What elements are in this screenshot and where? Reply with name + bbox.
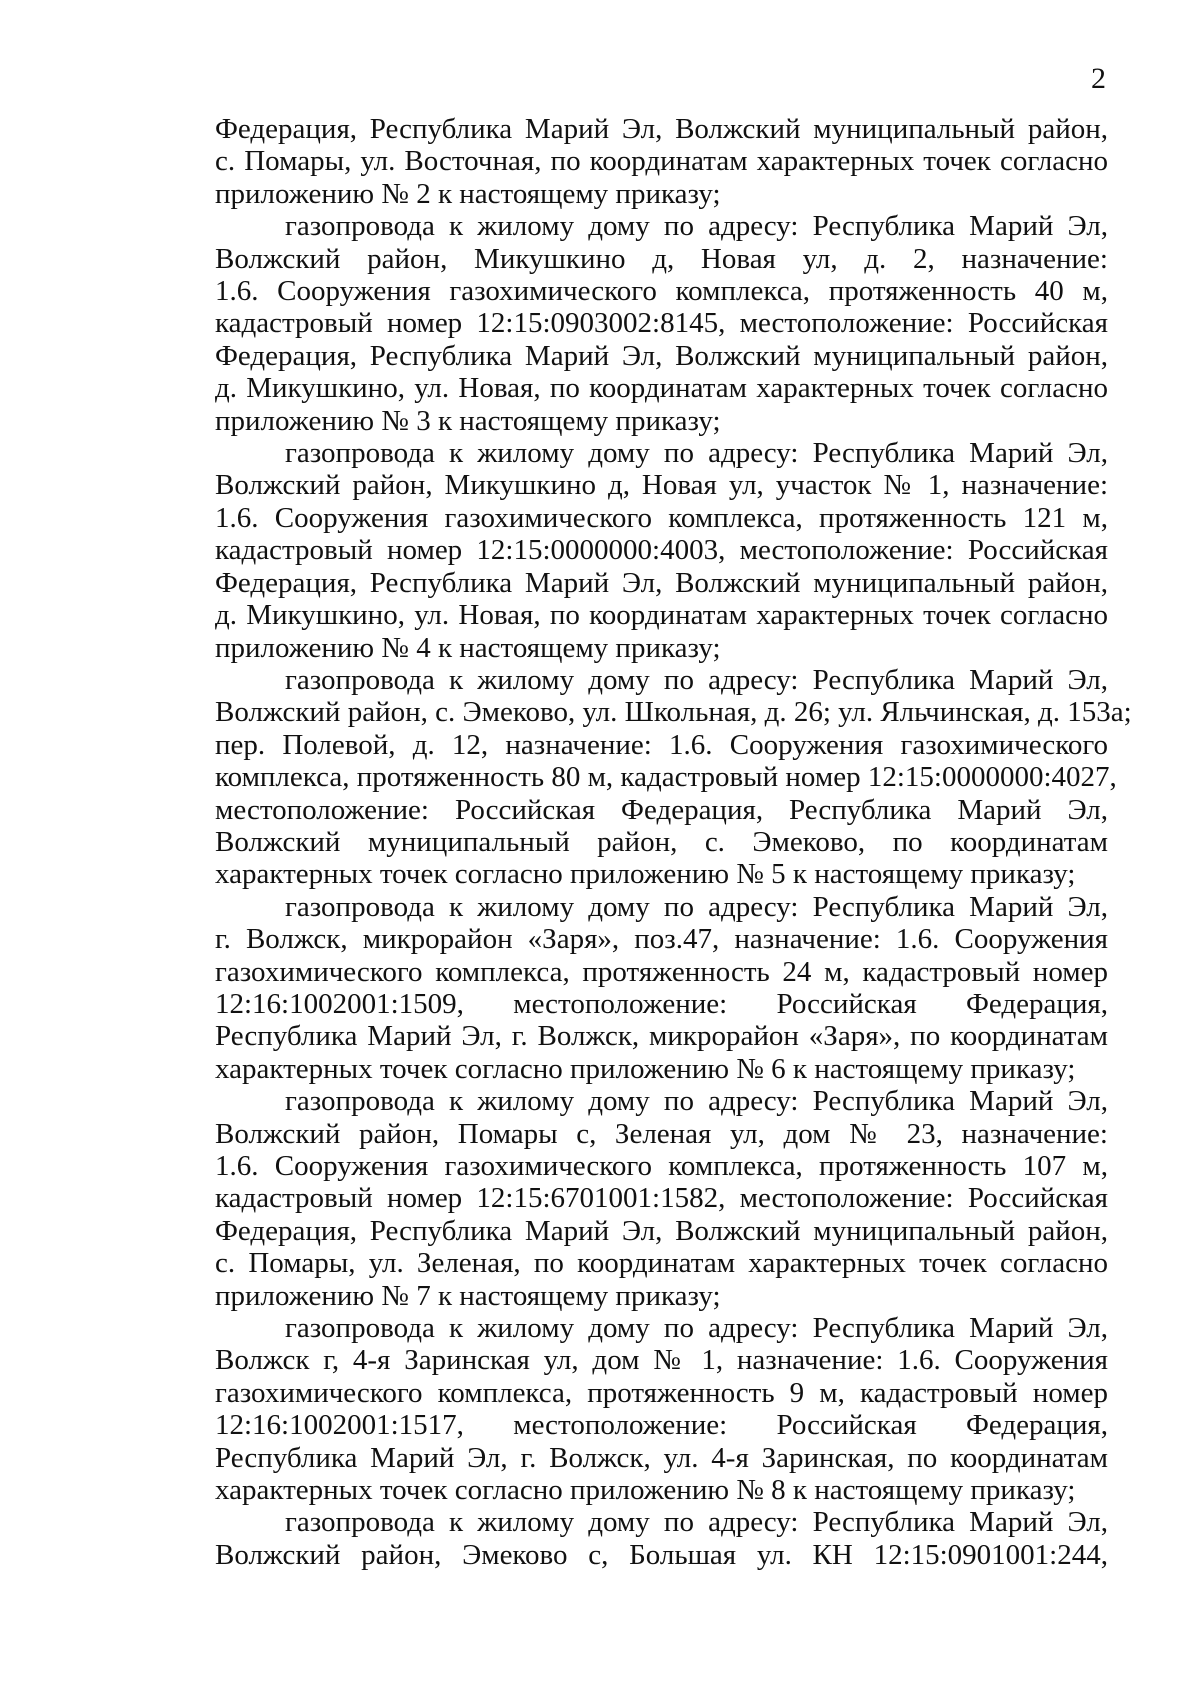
text-line: Волжский район, Эмеково с, Большая ул. КН 12:15:0901001:244, bbox=[215, 1538, 1108, 1571]
text-line: кадастровый номер 12:15:0903002:8145, местоположение: Российская bbox=[215, 307, 1108, 340]
text-line: Волжский район, с. Эмеково, ул. Школьная, д. 26; ул. Яльчинская, д. 153а; bbox=[215, 696, 1132, 729]
text-line: газопровода к жилому дому по адресу: Республика Марий Эл, bbox=[285, 663, 1108, 696]
text-line: Федерация, Республика Марий Эл, Волжский муниципальный район, bbox=[215, 1214, 1108, 1247]
text-line: Республика Марий Эл, г. Волжск, микрорайон «Заря», по координатам bbox=[215, 1020, 1108, 1053]
text-line: с. Помары, ул. Восточная, по координатам характерных точек согласно bbox=[215, 145, 1108, 178]
text-line: приложению № 7 к настоящему приказу; bbox=[215, 1279, 721, 1312]
text-line: Волжский муниципальный район, с. Эмеково, по координатам bbox=[215, 825, 1108, 858]
text-line: пер. Полевой, д. 12, назначение: 1.6. Сооружения газохимического bbox=[215, 728, 1108, 761]
text-line: 1.6. Сооружения газохимического комплекса, протяженность 121 м, bbox=[215, 501, 1108, 534]
text-line: Федерация, Республика Марий Эл, Волжский муниципальный район, bbox=[215, 566, 1108, 599]
text-line: Волжский район, Микушкино д, Новая ул, д. 2, назначение: bbox=[215, 242, 1108, 275]
text-line: Федерация, Республика Марий Эл, Волжский муниципальный район, bbox=[215, 113, 1108, 145]
text-line: газопровода к жилому дому по адресу: Республика Марий Эл, bbox=[285, 1506, 1108, 1539]
text-line: 1.6. Сооружения газохимического комплекса, протяженность 107 м, bbox=[215, 1150, 1108, 1182]
text-line: г. Волжск, микрорайон «Заря», поз.47, назначение: 1.6. Сооружения bbox=[215, 923, 1108, 956]
text-line: приложению № 3 к настоящему приказу; bbox=[215, 404, 721, 437]
text-line: Республика Марий Эл, г. Волжск, ул. 4-я Заринская, по координатам bbox=[215, 1441, 1108, 1474]
text-line: газопровода к жилому дому по адресу: Республика Марий Эл, bbox=[285, 890, 1108, 923]
text-line: газопровода к жилому дому по адресу: Республика Марий Эл, bbox=[285, 1312, 1108, 1345]
text-line: Федерация, Республика Марий Эл, Волжский муниципальный район, bbox=[215, 339, 1108, 372]
text-line: Волжск г, 4-я Заринская ул, дом № 1, назначение: 1.6. Сооружения bbox=[215, 1344, 1108, 1377]
text-line: с. Помары, ул. Зеленая, по координатам характерных точек согласно bbox=[215, 1247, 1108, 1280]
text-line: местоположение: Российская Федерация, Республика Марий Эл, bbox=[215, 793, 1108, 826]
text-line: газопровода к жилому дому по адресу: Республика Марий Эл, bbox=[285, 437, 1108, 470]
text-line: 12:16:1002001:1509, местоположение: Российская Федерация, bbox=[215, 987, 1108, 1020]
text-line: комплекса, протяженность 80 м, кадастровый номер 12:15:0000000:4027, bbox=[215, 761, 1117, 794]
page-number: 2 bbox=[1091, 62, 1106, 95]
text-line: характерных точек согласно приложению № 6 к настоящему приказу; bbox=[215, 1052, 1076, 1085]
text-line: Волжский район, Микушкино д, Новая ул, участок № 1, назначение: bbox=[215, 469, 1108, 502]
text-line: кадастровый номер 12:15:6701001:1582, местоположение: Российская bbox=[215, 1182, 1108, 1215]
text-line: приложению № 4 к настоящему приказу; bbox=[215, 631, 721, 664]
text-line: газопровода к жилому дому по адресу: Республика Марий Эл, bbox=[285, 210, 1108, 243]
text-line: д. Микушкино, ул. Новая, по координатам характерных точек согласно bbox=[215, 599, 1108, 632]
text-line: газопровода к жилому дому по адресу: Республика Марий Эл, bbox=[285, 1085, 1108, 1118]
text-line: 12:16:1002001:1517, местоположение: Российская Федерация, bbox=[215, 1409, 1108, 1442]
document-body bbox=[215, 113, 1132, 1571]
text-line: кадастровый номер 12:15:0000000:4003, местоположение: Российская bbox=[215, 534, 1108, 567]
text-line: характерных точек согласно приложению № 8 к настоящему приказу; bbox=[215, 1474, 1076, 1507]
text-line: Волжский район, Помары с, Зеленая ул, дом № 23, назначение: bbox=[215, 1117, 1108, 1150]
text-line: приложению № 2 к настоящему приказу; bbox=[215, 177, 721, 210]
text-line: 1.6. Сооружения газохимического комплекса, протяженность 40 м, bbox=[215, 275, 1108, 308]
text-line: д. Микушкино, ул. Новая, по координатам характерных точек согласно bbox=[215, 372, 1108, 405]
text-line: характерных точек согласно приложению № 5 к настоящему приказу; bbox=[215, 858, 1076, 891]
text-line: газохимического комплекса, протяженность 24 м, кадастровый номер bbox=[215, 955, 1108, 988]
text-line: газохимического комплекса, протяженность 9 м, кадастровый номер bbox=[215, 1376, 1108, 1409]
